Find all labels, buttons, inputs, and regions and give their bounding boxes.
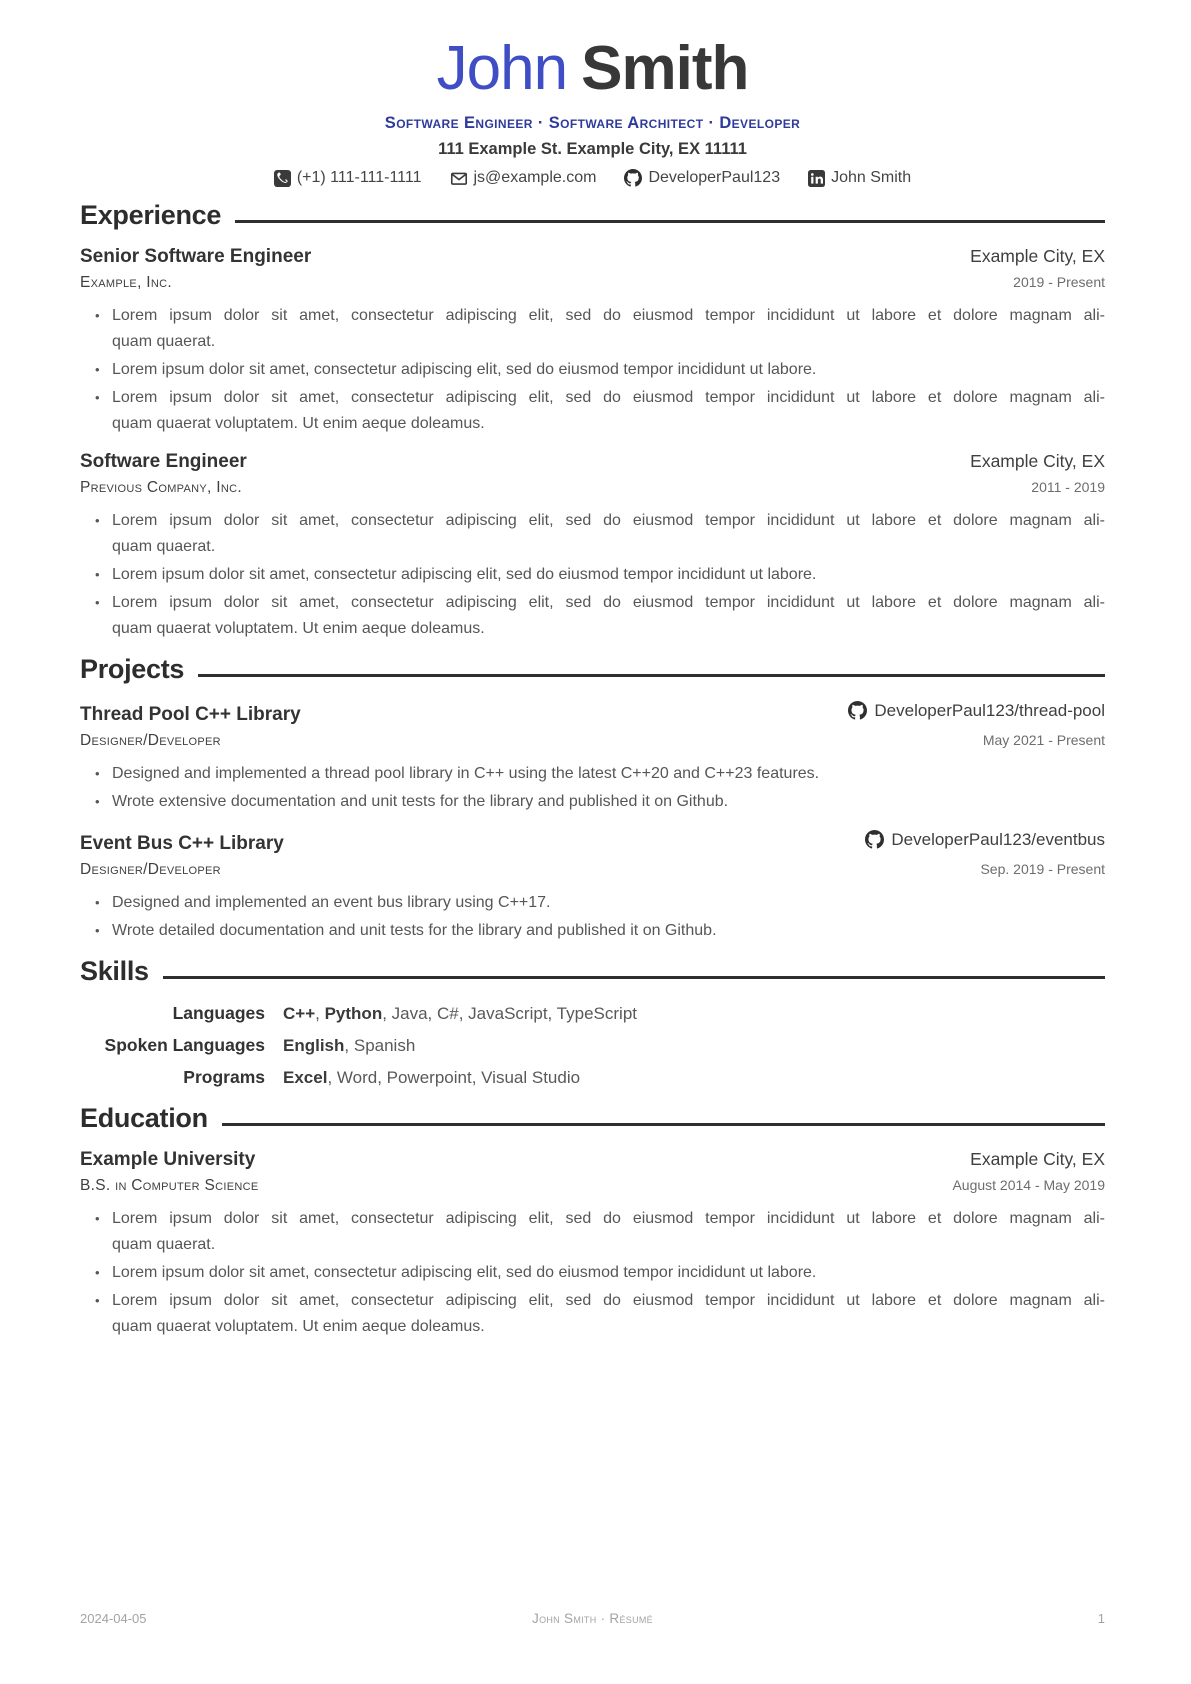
section-rule — [198, 674, 1105, 677]
bullet-item: • Lorem ipsum dolor sit amet, consectetur adipiscing elit, sed do eiusmod tempor incididunt ut labore et dolore magnam ali- quam quaerat voluptatem. Ut enim aeque doleamus. — [112, 385, 1105, 437]
section-header-education — [80, 1101, 1105, 1135]
bullet-list — [80, 761, 1105, 815]
bullet-item: • Wrote extensive documentation and unit tests for the library and published it on Github. — [112, 789, 1105, 815]
resume-header — [80, 36, 1105, 190]
skill-row — [80, 1000, 1105, 1027]
section-header-projects — [80, 652, 1105, 686]
bullet-item: • Designed and implemented an event bus library using C++17. — [112, 890, 1105, 916]
section-title: Experience — [80, 200, 222, 230]
project-role: Designer/Developer — [80, 732, 221, 749]
email-icon — [450, 170, 468, 187]
contact-bar — [80, 166, 1105, 190]
project-entry — [80, 827, 1105, 944]
job-company: Previous Company, Inc. — [80, 479, 242, 496]
email-link[interactable] — [450, 166, 597, 190]
phone-link[interactable] — [274, 166, 422, 190]
repo-text: DeveloperPaul123/thread-pool — [874, 701, 1105, 720]
job-title: Senior Software Engineer — [80, 246, 312, 267]
skill-label: Languages — [172, 1003, 265, 1023]
job-dates: 2011 - 2019 — [1031, 479, 1105, 495]
bullet-item: • Lorem ipsum dolor sit amet, consectetur adipiscing elit, sed do eiusmod tempor incididunt ut labore et dolore magnam ali- quam quaerat. — [112, 1206, 1105, 1258]
github-icon — [865, 830, 884, 849]
section-rule — [163, 976, 1105, 979]
linkedin-text: John Smith — [831, 169, 912, 186]
project-entry — [80, 698, 1105, 815]
github-icon — [848, 701, 867, 720]
project-repo-link[interactable] — [848, 698, 1105, 723]
job-location: Example City, EX — [970, 246, 1105, 266]
skill-label: Spoken Languages — [104, 1035, 265, 1055]
skill-row — [80, 1064, 1105, 1091]
email-text: js@example.com — [473, 169, 597, 186]
phone-icon — [274, 170, 291, 187]
job-company: Example, Inc. — [80, 274, 172, 291]
skill-value: C++, Python, Java, C#, JavaScript, TypeScript — [283, 1004, 637, 1023]
skills-block — [80, 1000, 1105, 1091]
linkedin-icon — [808, 170, 825, 187]
project-title: Thread Pool C++ Library — [80, 704, 301, 725]
school-location: Example City, EX — [970, 1149, 1105, 1169]
page-footer — [80, 1610, 1105, 1628]
address: 111 Example St. Example City, EX 11111 — [438, 140, 747, 158]
experience-entry — [80, 449, 1105, 642]
experience-entry — [80, 244, 1105, 437]
bullet-list — [80, 1206, 1105, 1340]
repo-text: DeveloperPaul123/eventbus — [891, 830, 1105, 849]
bullet-item: • Designed and implemented a thread pool library in C++ using the latest C++20 and C++23 features. — [112, 761, 1105, 787]
bullet-list — [80, 890, 1105, 944]
bullet-list — [80, 508, 1105, 642]
section-title: Education — [80, 1103, 208, 1133]
bullet-list — [80, 303, 1105, 437]
first-name: John — [436, 34, 568, 103]
section-title: Skills — [80, 956, 149, 986]
footer-page-number: 1 — [1097, 1611, 1105, 1626]
education-dates: August 2014 - May 2019 — [952, 1177, 1105, 1193]
degree: B.S. in Computer Science — [80, 1177, 259, 1194]
education-entry — [80, 1147, 1105, 1340]
job-dates: 2019 - Present — [1013, 274, 1105, 290]
github-link[interactable] — [624, 166, 780, 190]
full-name — [80, 36, 1105, 102]
section-title: Projects — [80, 654, 185, 684]
school-name: Example University — [80, 1149, 256, 1170]
skill-value: English, Spanish — [283, 1036, 416, 1055]
bullet-item: • Lorem ipsum dolor sit amet, consectetur adipiscing elit, sed do eiusmod tempor incididunt ut labore et dolore magnam ali- quam quaerat. — [112, 508, 1105, 560]
project-role: Designer/Developer — [80, 861, 221, 878]
bullet-item: • Lorem ipsum dolor sit amet, consectetur adipiscing elit, sed do eiusmod tempor incididunt ut labore et dolore magnam ali- quam quaerat voluptatem. Ut enim aeque doleamus. — [112, 590, 1105, 642]
tagline: Software Engineer · Software Architect · Developer — [384, 114, 801, 132]
bullet-item: • Lorem ipsum dolor sit amet, consectetur adipiscing elit, sed do eiusmod tempor incididunt ut labore. — [112, 357, 1105, 383]
section-rule — [235, 220, 1105, 223]
project-repo-link[interactable] — [865, 827, 1105, 852]
section-rule — [222, 1123, 1105, 1126]
bullet-item: • Wrote detailed documentation and unit tests for the library and published it on Github. — [112, 918, 1105, 944]
footer-title: John Smith · Résumé — [532, 1611, 653, 1626]
bullet-item: • Lorem ipsum dolor sit amet, consectetur adipiscing elit, sed do eiusmod tempor incididunt ut labore. — [112, 562, 1105, 588]
section-header-skills — [80, 954, 1105, 988]
phone-text: (+1) 111-111-1111 — [296, 169, 422, 186]
skill-label: Programs — [183, 1067, 265, 1087]
project-title: Event Bus C++ Library — [80, 833, 284, 854]
footer-date: 2024-04-05 — [80, 1611, 147, 1626]
bullet-item: • Lorem ipsum dolor sit amet, consectetur adipiscing elit, sed do eiusmod tempor incididunt ut labore. — [112, 1260, 1105, 1286]
section-header-experience — [80, 198, 1105, 232]
job-location: Example City, EX — [970, 451, 1105, 471]
bullet-item: • Lorem ipsum dolor sit amet, consectetur adipiscing elit, sed do eiusmod tempor incididunt ut labore et dolore magnam ali- quam quaerat. — [112, 303, 1105, 355]
project-dates: Sep. 2019 - Present — [980, 861, 1105, 877]
job-title: Software Engineer — [80, 451, 247, 472]
project-dates: May 2021 - Present — [982, 732, 1105, 748]
github-icon — [624, 169, 642, 187]
skill-value: Excel, Word, Powerpoint, Visual Studio — [283, 1068, 581, 1087]
github-text: DeveloperPaul123 — [648, 169, 781, 186]
last-name: Smith — [581, 34, 749, 103]
skill-row — [80, 1032, 1105, 1059]
linkedin-link[interactable] — [808, 166, 911, 190]
bullet-item: • Lorem ipsum dolor sit amet, consectetur adipiscing elit, sed do eiusmod tempor incididunt ut labore et dolore magnam ali- quam quaerat voluptatem. Ut enim aeque doleamus. — [112, 1288, 1105, 1340]
